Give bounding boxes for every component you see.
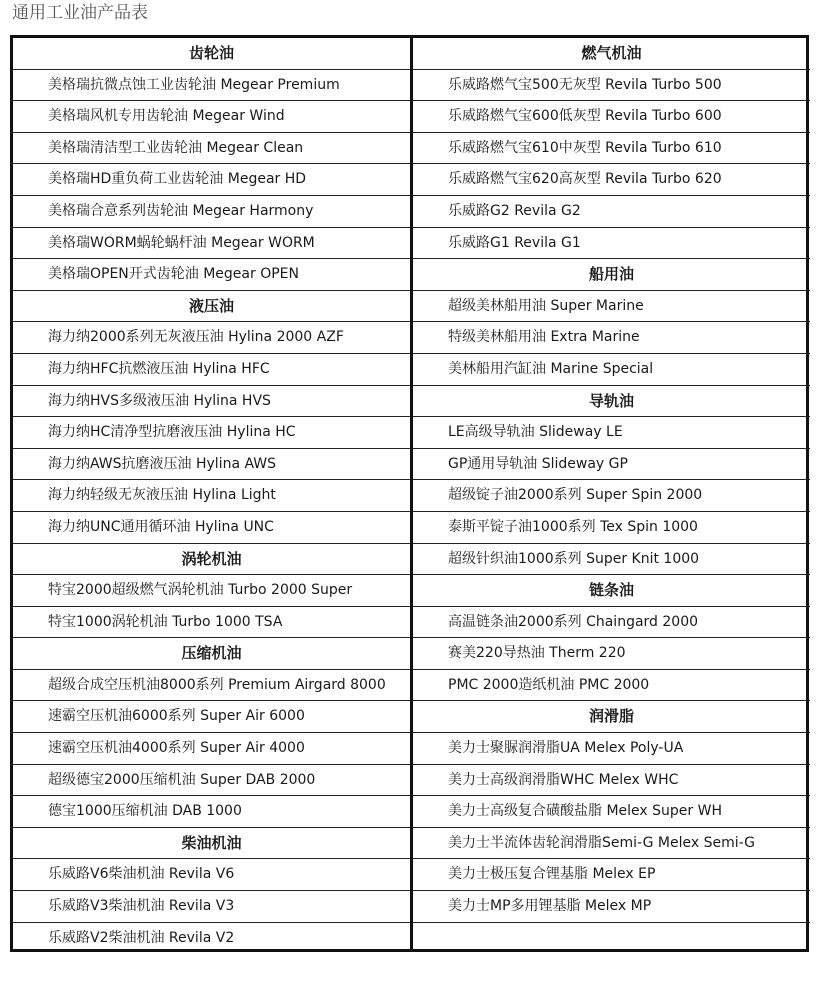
product-row: 速霸空压机油4000系列 Super Air 4000 (13, 733, 410, 765)
product-row: 美力士极压复合锂基脂 Melex EP (413, 859, 810, 891)
product-row: 超级德宝2000压缩机油 Super DAB 2000 (13, 765, 410, 797)
page-title: 通用工业油产品表 (12, 3, 148, 23)
product-row: 超级美林船用油 Super Marine (413, 291, 810, 323)
product-row: 赛美220导热油 Therm 220 (413, 638, 810, 670)
product-row: 美力士高级复合磺酸盐脂 Melex Super WH (413, 796, 810, 828)
product-row: 高温链条油2000系列 Chaingard 2000 (413, 607, 810, 639)
section-header: 压缩机油 (13, 638, 410, 670)
product-row: 海力纳HVS多级液压油 Hylina HVS (13, 386, 410, 418)
product-row: 乐威路V2柴油机油 Revila V2 (48, 929, 235, 946)
product-row: 特宝2000超级燃气涡轮机油 Turbo 2000 Super (13, 575, 410, 607)
product-row: 特级美林船用油 Extra Marine (413, 322, 810, 354)
section-header: 液压油 (13, 291, 410, 323)
product-row: 乐威路V6柴油机油 Revila V6 (13, 859, 410, 891)
section-header: 链条油 (413, 575, 810, 607)
product-row: 乐威路V3柴油机油 Revila V3 (13, 891, 410, 923)
product-row: LE高级导轨油 Slideway LE (413, 417, 810, 449)
product-row: 海力纳轻级无灰液压油 Hylina Light (13, 480, 410, 512)
right-column (413, 38, 810, 949)
product-row: 美格瑞风机专用齿轮油 Megear Wind (13, 101, 410, 133)
product-row: 美格瑞清洁型工业齿轮油 Megear Clean (13, 133, 410, 165)
product-row: 海力纳UNC通用循环油 Hylina UNC (13, 512, 410, 544)
section-header: 船用油 (413, 259, 810, 291)
product-row: 超级锭子油2000系列 Super Spin 2000 (413, 480, 810, 512)
product-row: 美力士聚脲润滑脂UA Melex Poly-UA (413, 733, 810, 765)
product-row: PMC 2000造纸机油 PMC 2000 (413, 670, 810, 702)
section-header: 涡轮机油 (13, 544, 410, 576)
section-header: 导轨油 (413, 386, 810, 418)
product-row: GP通用导轨油 Slideway GP (413, 449, 810, 481)
product-row: 海力纳HC清净型抗磨液压油 Hylina HC (13, 417, 410, 449)
section-header: 润滑脂 (413, 701, 810, 733)
product-table (10, 35, 809, 952)
product-row: 海力纳2000系列无灰液压油 Hylina 2000 AZF (13, 322, 410, 354)
product-row: 美力士高级润滑脂WHC Melex WHC (413, 765, 810, 797)
product-row: 美格瑞合意系列齿轮油 Megear Harmony (13, 196, 410, 228)
product-row: 美林船用汽缸油 Marine Special (413, 354, 810, 386)
product-row: 美力士MP多用锂基脂 Melex MP (413, 891, 810, 923)
product-row: 乐威路G2 Revila G2 (413, 196, 810, 228)
product-row: 美格瑞OPEN开式齿轮油 Megear OPEN (13, 259, 410, 291)
product-row: 美格瑞WORM蜗轮蜗杆油 Megear WORM (13, 228, 410, 260)
product-row: 泰斯平锭子油1000系列 Tex Spin 1000 (413, 512, 810, 544)
product-row: 美格瑞HD重负荷工业齿轮油 Megear HD (13, 164, 410, 196)
product-row: 超级针织油1000系列 Super Knit 1000 (413, 544, 810, 576)
product-row: 特宝1000涡轮机油 Turbo 1000 TSA (13, 607, 410, 639)
product-row: 乐威路燃气宝620高灰型 Revila Turbo 620 (413, 164, 810, 196)
product-row: 乐威路燃气宝610中灰型 Revila Turbo 610 (413, 133, 810, 165)
product-row: 超级合成空压机油8000系列 Premium Airgard 8000 (13, 670, 410, 702)
product-row: 乐威路燃气宝500无灰型 Revila Turbo 500 (413, 70, 810, 102)
product-row: 美力士半流体齿轮润滑脂Semi-G Melex Semi-G (413, 828, 810, 860)
empty-cell (413, 923, 810, 955)
product-row: 乐威路G1 Revila G1 (413, 228, 810, 260)
product-row: 美格瑞抗微点蚀工业齿轮油 Megear Premium (13, 70, 410, 102)
product-row: 乐威路燃气宝600低灰型 Revila Turbo 600 (413, 101, 810, 133)
product-row: 海力纳HFC抗燃液压油 Hylina HFC (13, 354, 410, 386)
left-column (13, 38, 410, 949)
product-row: 速霸空压机油6000系列 Super Air 6000 (13, 701, 410, 733)
product-row: 德宝1000压缩机油 DAB 1000 (13, 796, 410, 828)
product-row: 海力纳AWS抗磨液压油 Hylina AWS (13, 449, 410, 481)
section-header: 齿轮油 (13, 38, 410, 70)
section-header: 燃气机油 (413, 38, 810, 70)
section-header: 柴油机油 (13, 828, 410, 860)
